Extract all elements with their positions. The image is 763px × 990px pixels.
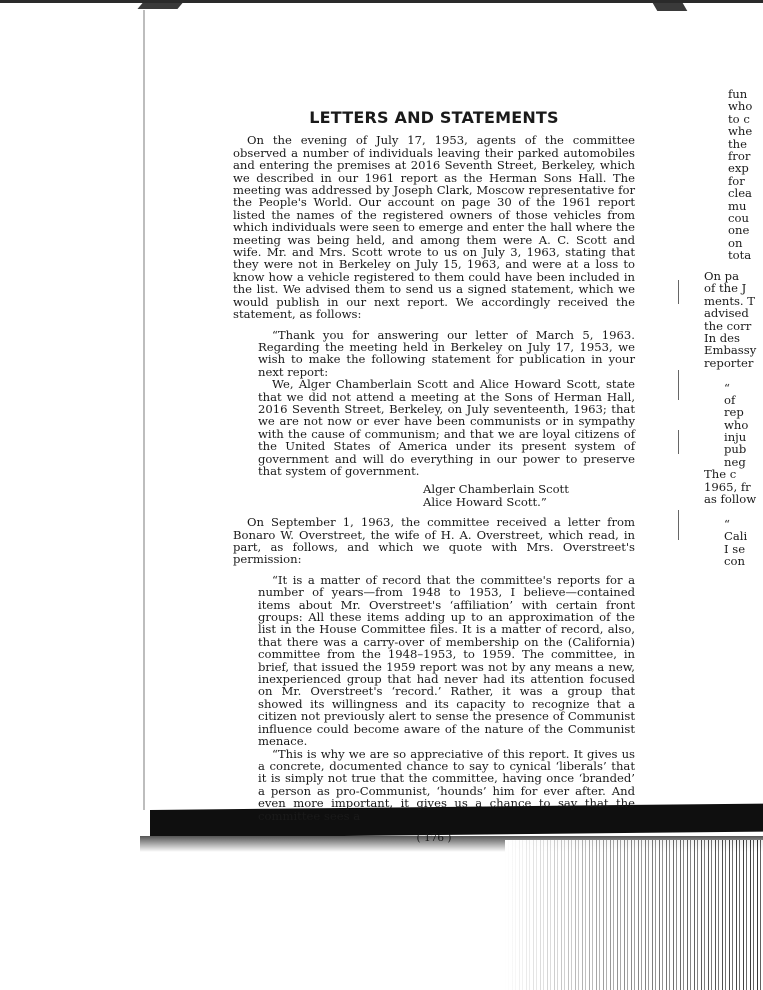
paragraph-intro: On the evening of July 17, 1953, agents of the committee observed a number of individuals leaving their parked automobiles and entering the premises at 2016 Seventh Street, Berkeley, which we described in our 1961 report as the Herman Sons Hall. The meeting was addressed by Joseph Clark, Moscow representative for the People's World. Our account on page 30 of the 1961 report listed the names of the registered owners of those vehicles from which individuals were seen to emerge and enter the hall where the meeting was being held, and among them were A. C. Scott and wife. Mr. and Mrs. Scott wrote to us on July 3, 1963, stating that they were not in Berkeley on July 15, 1963, and were at a loss to know how a vehicle registered to them could have been included in the list. We advised them to send us a signed statement, which we would publish in our next report. We accordingly received the statement, as follows: — [233, 133, 635, 322]
fragment: of the J — [704, 281, 747, 296]
signature-1: Alger Chamberlain Scott — [423, 482, 569, 497]
fragment: reporter — [704, 355, 754, 370]
fragment: “ — [724, 380, 730, 395]
page-left-edge — [143, 10, 145, 810]
fragment: Embassy — [704, 343, 757, 358]
page-heading: LETTERS AND STATEMENTS — [309, 108, 559, 127]
fragment: advised — [704, 306, 749, 321]
fragment: “ — [724, 516, 730, 531]
fragment: pub — [724, 442, 747, 457]
quote-scott-2: We, Alger Chamberlain Scott and Alice Howard Scott, state that we did not attend a meeting at the Sons of Herman Hall, 2016 Seventh Street, Berkeley, on July seventeenth, 1963; that we are not now or ever have been communists or in sympathy with the cause of communism; and that we are loyal citizens of the United States of America under its present system of government and will do everything in our power to preserve that system of government. — [258, 377, 635, 478]
main-column — [233, 108, 635, 844]
fragment — [704, 505, 763, 517]
quote-scott-1: “Thank you for answering our letter of March 5, 1963. Regarding the meeting held in Berkeley on July 17, 1953, we wish to make the following statement for publication in your next report: — [258, 327, 635, 379]
fragment: the corr — [704, 318, 752, 333]
fragment: on — [728, 235, 743, 250]
quote-overstreet-1: “It is a matter of record that the committee's reports for a number of years—from 1948 to 1953, I believe—contained items about Mr. Overstreet's ‘affiliation’ with certain front groups: All these items adding up to an approximation of the list in the House Committee files. It is a matter of record, also, that there was a carry-over of membership on the (California) committee from the 1948–1953, to 1959. The committee, in brief, that issued the 1959 report was not by any means a new, inexperienced group that had never had its attention focused on Mr. Overstreet's ‘record.’ Rather, it was a group that showed its willingness and its capacity to recognize that a citizen not previously alert to sense the presence of Communist influence could become aware of the nature of the Communist menace. — [258, 572, 635, 749]
fragment: fror — [728, 148, 751, 163]
fragment: one — [728, 223, 750, 238]
fragment: The c — [704, 467, 737, 482]
fragment: 1965, fr — [704, 479, 751, 494]
fragment: the — [728, 136, 747, 151]
fragment: cou — [728, 210, 749, 225]
signature-2: Alice Howard Scott.” — [423, 494, 547, 509]
fragment: neg — [724, 454, 746, 469]
margin-line — [678, 280, 679, 304]
scan-noise-fade — [505, 840, 763, 990]
fragment: as follow — [704, 492, 757, 507]
adjacent-page-top — [728, 88, 763, 261]
fragment: con — [724, 553, 745, 568]
fragment: fun — [728, 88, 748, 101]
fragment: who — [728, 99, 753, 114]
quote-overstreet-2: “This is why we are so appreciative of this report. It gives us a concrete, documented chance to say to cynical ‘liberals’ that it is simply not true that the committee, having once ‘branded’ a person as pro-Communist, ‘hounds’ him for ever after. And even more important, it gives us a chance to say that the committee sees a — [258, 746, 635, 823]
margin-line — [678, 510, 679, 540]
margin-line — [678, 430, 679, 454]
scan-mark-left — [137, 3, 182, 9]
fragment: to c — [728, 111, 750, 126]
adjacent-page-mid — [704, 270, 763, 567]
fragment: exp — [728, 161, 749, 176]
fragment: ments. T — [704, 293, 756, 308]
scan-mark-right — [653, 3, 688, 11]
fragment — [704, 369, 763, 381]
fragment: inju — [724, 430, 747, 445]
fragment: of — [724, 392, 736, 407]
fragment: I se — [724, 541, 746, 556]
fragment: for — [728, 173, 745, 188]
fragment: who — [724, 417, 749, 432]
fragment: clea — [728, 186, 752, 201]
fragment: whe — [728, 124, 753, 139]
fragment: Cali — [724, 529, 748, 544]
scan-top-edge — [0, 0, 763, 3]
paragraph-overstreet: On September 1, 1963, the committee received a letter from Bonaro W. Overstreet, the wife of H. A. Overstreet, which read, in part, as follows, and which we quote with Mrs. Overstreet's permission: — [233, 515, 635, 567]
fragment: mu — [728, 198, 747, 213]
fragment: On pa — [704, 270, 739, 283]
page-number: ( 176 ) — [416, 831, 452, 844]
fragment: rep — [724, 405, 744, 420]
margin-line — [678, 370, 679, 400]
fragment: tota — [728, 248, 752, 262]
fragment: In des — [704, 330, 740, 345]
